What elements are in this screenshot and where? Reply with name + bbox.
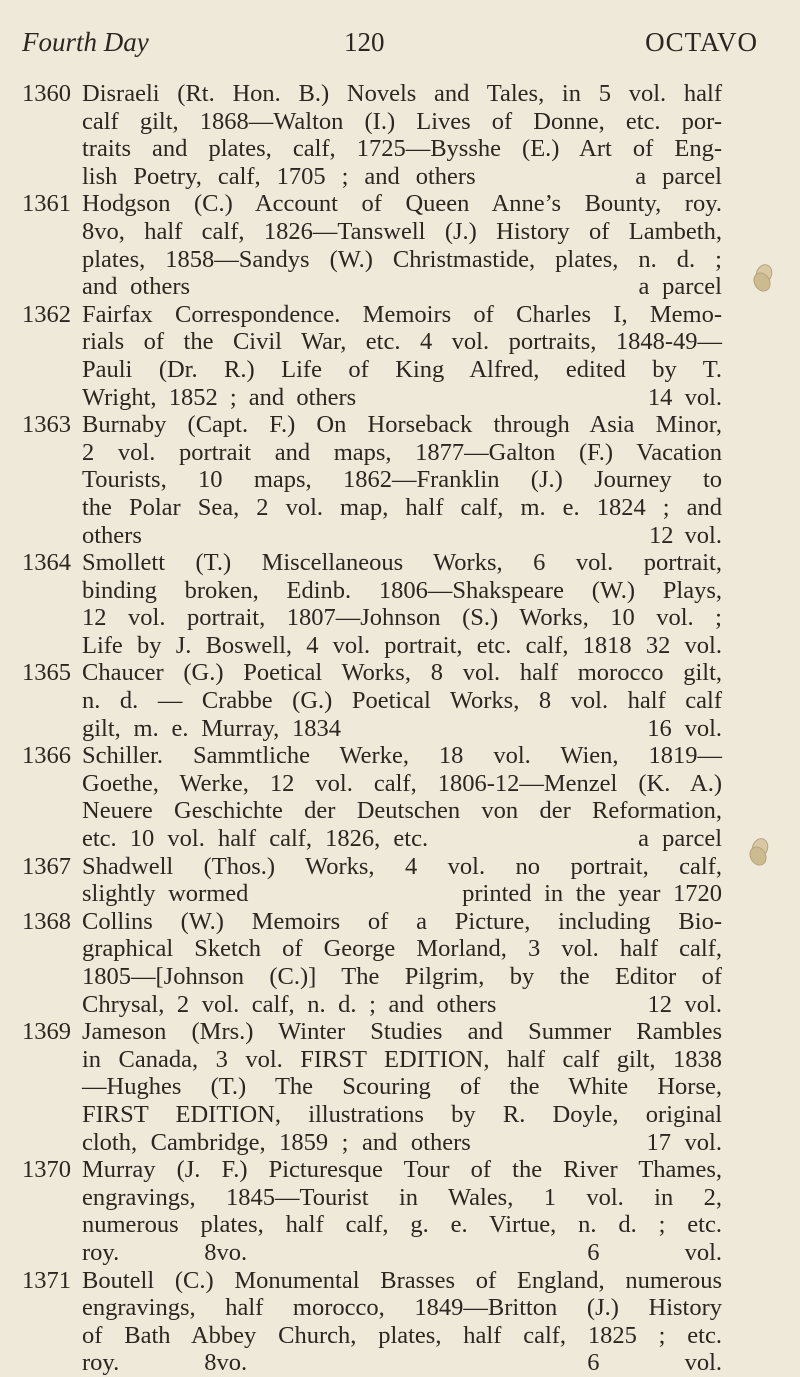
lot-line: engravings, 1845—Tourist in Wales, 1 vol. in 2, (82, 1183, 722, 1211)
lot-line: etc. 10 vol. half calf, 1826, etc. a parcel (82, 825, 722, 853)
lot-description (82, 742, 722, 852)
lot-line: the Polar Sea, 2 vol. map, half calf, m. e. 1824 ; and (82, 493, 722, 521)
lot-entry (22, 1156, 722, 1266)
lot-line: Chaucer (G.) Poetical Works, 8 vol. half morocco gilt, (82, 659, 722, 687)
lot-line: Smollett (T.) Miscellaneous Works, 6 vol. portrait, (82, 549, 722, 577)
header-format: OCTAVO (645, 27, 758, 57)
lot-line: and others a parcel (82, 273, 722, 301)
lot-line: Disraeli (Rt. Hon. B.) Novels and Tales, in 5 vol. half (82, 80, 722, 107)
lot-number: 1366 (22, 742, 71, 770)
lot-description (82, 908, 722, 1018)
lot-line: Wright, 1852 ; and others 14 vol. (82, 383, 722, 411)
lot-line: Schiller. Sammtliche Werke, 18 vol. Wien, 1819— (82, 742, 722, 770)
lot-number: 1371 (22, 1266, 71, 1294)
lot-entry (22, 742, 722, 852)
lot-description (82, 549, 722, 659)
lot-entry (22, 908, 722, 1018)
lot-line: Pauli (Dr. R.) Life of King Alfred, edited by T. (82, 355, 722, 383)
lot-entry (22, 80, 722, 190)
lot-entry (22, 1267, 722, 1377)
lot-entry (22, 301, 722, 411)
ornament-icon (748, 836, 770, 866)
lot-line: Chrysal, 2 vol. calf, n. d. ; and others 12 vol. (82, 990, 722, 1018)
lot-line: graphical Sketch of George Morland, 3 vol. half calf, (82, 935, 722, 963)
lot-line: 1805—[Johnson (C.)] The Pilgrim, by the Editor of (82, 963, 722, 990)
lot-line: Life by J. Boswell, 4 vol. portrait, etc. calf, 1818 32 vol. (82, 631, 722, 659)
lot-number: 1364 (22, 549, 71, 577)
lot-line: Neuere Geschichte der Deutschen von der Reformation, (82, 797, 722, 825)
lot-line: roy. 8vo. 6 vol. (82, 1238, 722, 1266)
lot-number: 1369 (22, 1018, 71, 1046)
lot-line: 2 vol. portrait and maps, 1877—Galton (F.) Vacation (82, 438, 722, 466)
lot-line: in Canada, 3 vol. FIRST EDITION, half calf gilt, 1838 (82, 1045, 722, 1073)
lot-description (82, 659, 722, 742)
lot-description (82, 301, 722, 411)
header-day: Fourth Day (22, 27, 149, 57)
lot-number: 1360 (22, 80, 71, 107)
lot-line: traits and plates, calf, 1725—Bysshe (E.) Art of Eng- (82, 135, 722, 163)
lot-entry (22, 549, 722, 659)
lot-description (82, 411, 722, 549)
lot-description (82, 853, 722, 908)
lot-line: 12 vol. portrait, 1807—Johnson (S.) Works, 10 vol. ; (82, 604, 722, 632)
lot-line: binding broken, Edinb. 1806—Shakspeare (W.) Plays, (82, 576, 722, 604)
lot-description (82, 1018, 722, 1156)
lot-line: of Bath Abbey Church, plates, half calf, 1825 ; etc. (82, 1321, 722, 1349)
lot-description (82, 80, 722, 190)
lot-line: others 12 vol. (82, 521, 722, 549)
lot-line: 8vo, half calf, 1826—Tanswell (J.) History of Lambeth, (82, 217, 722, 245)
lot-entry (22, 659, 722, 742)
lot-number: 1370 (22, 1156, 71, 1184)
lot-line: Jameson (Mrs.) Winter Studies and Summer Rambles (82, 1018, 722, 1046)
lot-number: 1368 (22, 907, 71, 935)
lot-number: 1367 (22, 852, 71, 880)
lot-line: roy. 8vo. 6 vol. (82, 1349, 722, 1377)
lot-line: numerous plates, half calf, g. e. Virtue, n. d. ; etc. (82, 1211, 722, 1239)
lot-line: Shadwell (Thos.) Works, 4 vol. no portrait, calf, (82, 852, 722, 880)
lot-description (82, 1267, 722, 1377)
header-page-number: 120 (344, 27, 385, 57)
lot-list (22, 80, 722, 1377)
lot-line: Collins (W.) Memoirs of a Picture, including Bio- (82, 907, 722, 935)
lot-entry (22, 190, 722, 300)
lot-line: Murray (J. F.) Picturesque Tour of the River Thames, (82, 1156, 722, 1184)
lot-line: rials of the Civil War, etc. 4 vol. portraits, 1848-49— (82, 328, 722, 356)
lot-line: FIRST EDITION, illustrations by R. Doyle, original (82, 1100, 722, 1128)
lot-entry (22, 1018, 722, 1156)
lot-line: engravings, half morocco, 1849—Britton (J.) History (82, 1294, 722, 1322)
lot-number: 1362 (22, 300, 71, 328)
lot-line: lish Poetry, calf, 1705 ; and others a parcel (82, 162, 722, 190)
lot-line: gilt, m. e. Murray, 1834 16 vol. (82, 714, 722, 742)
lot-line: slightly wormed printed in the year 1720 (82, 880, 722, 908)
running-header (22, 22, 758, 62)
lot-line: calf gilt, 1868—Walton (I.) Lives of Donne, etc. por- (82, 107, 722, 135)
lot-line: n. d. — Crabbe (G.) Poetical Works, 8 vol. half calf (82, 687, 722, 715)
lot-number: 1365 (22, 659, 71, 687)
lot-line: Hodgson (C.) Account of Queen Anne’s Bounty, roy. (82, 190, 722, 218)
lot-number: 1361 (22, 190, 71, 218)
lot-entry (22, 411, 722, 549)
lot-line: —Hughes (T.) The Scouring of the White Horse, (82, 1073, 722, 1101)
lot-line: Tourists, 10 maps, 1862—Franklin (J.) Journey to (82, 466, 722, 494)
lot-entry (22, 853, 722, 908)
lot-line: Boutell (C.) Monumental Brasses of England, numerous (82, 1266, 722, 1294)
lot-line: Burnaby (Capt. F.) On Horseback through Asia Minor, (82, 411, 722, 439)
lot-line: cloth, Cambridge, 1859 ; and others 17 vol. (82, 1128, 722, 1156)
lot-description (82, 1156, 722, 1266)
lot-line: Goethe, Werke, 12 vol. calf, 1806-12—Menzel (K. A.) (82, 769, 722, 797)
lot-number: 1363 (22, 411, 71, 439)
lot-line: plates, 1858—Sandys (W.) Christmastide, plates, n. d. ; (82, 245, 722, 273)
lot-line: Fairfax Correspondence. Memoirs of Charles I, Memo- (82, 300, 722, 328)
lot-description (82, 190, 722, 300)
ornament-icon (752, 262, 774, 292)
